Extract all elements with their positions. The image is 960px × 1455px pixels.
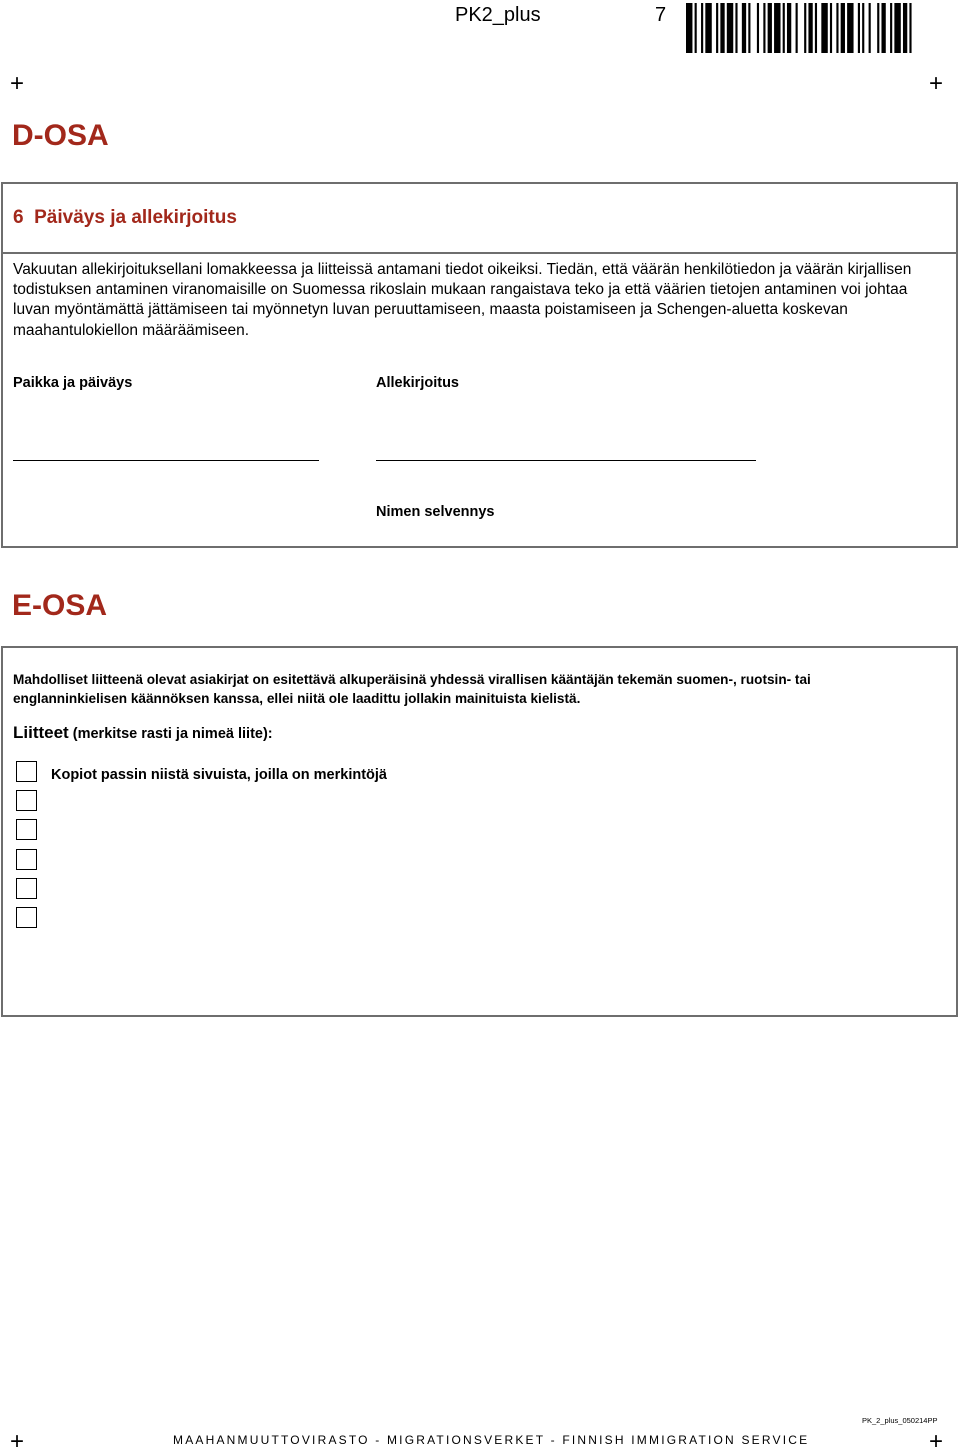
registration-mark-icon: + bbox=[929, 1428, 944, 1455]
barcode-bar bbox=[903, 3, 907, 53]
section-e-title: E-OSA bbox=[12, 589, 108, 622]
barcode-bar bbox=[742, 3, 746, 53]
barcode-bar bbox=[748, 3, 750, 53]
signature-label: Allekirjoitus bbox=[376, 375, 459, 391]
footer-agency: MAAHANMUUTTOVIRASTO - MIGRATIONSVERKET - FINNISH IMMIGRATION SERVICE bbox=[173, 1433, 810, 1447]
name-clarification-label: Nimen selvennys bbox=[376, 504, 495, 520]
barcode-bar bbox=[768, 3, 772, 53]
attachments-panel bbox=[1, 646, 958, 1017]
attachment-checkbox-1[interactable] bbox=[16, 761, 37, 782]
barcode-bar bbox=[909, 3, 911, 53]
barcode-bar bbox=[862, 3, 864, 53]
attachments-title-main: Liitteet bbox=[13, 723, 69, 742]
barcode-bar bbox=[808, 3, 812, 53]
attachments-title bbox=[13, 723, 273, 744]
barcode-bar bbox=[847, 3, 853, 53]
barcode-bar bbox=[877, 3, 879, 53]
signature-line[interactable] bbox=[376, 460, 756, 461]
barcode-bar bbox=[716, 3, 718, 53]
barcode-bar bbox=[695, 3, 697, 53]
subsection-title: 6 Päiväys ja allekirjoitus bbox=[13, 207, 237, 228]
barcode-bar bbox=[804, 3, 806, 53]
barcode-bar bbox=[890, 3, 892, 53]
barcode-bar bbox=[894, 3, 900, 53]
barcode-bar bbox=[830, 3, 832, 53]
attachment-checkbox-2[interactable] bbox=[16, 790, 37, 811]
attachments-info-text: Mahdolliset liitteenä olevat asiakirjat on esitettävä alkuperäisinä yhdessä virallisen kääntäjän tekemän suomen-, ruotsin- tai englanninkielisen käännöksen kanssa, ellei niitä ole laadittu jollakin mainituista kielistä. bbox=[13, 672, 811, 706]
barcode-bar bbox=[686, 3, 692, 53]
declaration-text: Vakuutan allekirjoituksellani lomakkeessa ja liitteissä antamani tiedot oikeiksi. Tiedän, että väärän henkilötiedon ja väärän kirjallisen todistuksen antaminen viranomaisille on Suomessa rikoslain mukaan rangaistava teko ja että väärien tietojen antaminen voi johtaa luvan myöntämättä jättämiseen tai myönnetyn luvan peruuttamiseen, maasta poistamiseen ja Schengen-aluetta koskevan maahantulokiellon määräämiseen. bbox=[13, 261, 912, 339]
place-date-label: Paikka ja päiväys bbox=[13, 375, 133, 391]
registration-mark-icon: + bbox=[10, 1428, 25, 1455]
barcode-bar bbox=[815, 3, 817, 53]
attachment-checkbox-4[interactable] bbox=[16, 849, 37, 870]
place-date-line[interactable] bbox=[13, 460, 319, 461]
barcode-bar bbox=[821, 3, 827, 53]
barcode-bar bbox=[783, 3, 785, 53]
barcode-bar bbox=[841, 3, 845, 53]
barcode-bar bbox=[869, 3, 871, 53]
barcode-bar bbox=[735, 3, 737, 53]
barcode-bar bbox=[701, 3, 703, 53]
signature-panel-header bbox=[3, 184, 956, 254]
barcode-bar bbox=[757, 3, 759, 53]
signature-panel bbox=[1, 182, 958, 548]
barcode-bar bbox=[705, 3, 711, 53]
barcode-bar bbox=[774, 3, 780, 53]
attachment-checkbox-3[interactable] bbox=[16, 819, 37, 840]
document-id: PK_2_plus_050214PP bbox=[862, 1416, 938, 1425]
barcode-bar bbox=[796, 3, 798, 53]
attachments-title-hint: (merkitse rasti ja nimeä liite): bbox=[68, 726, 273, 742]
registration-mark-icon: + bbox=[10, 70, 25, 97]
barcode-icon bbox=[686, 3, 918, 53]
barcode-bar bbox=[836, 3, 838, 53]
attachment-label-1: Kopiot passin niistä sivuista, joilla on merkintöjä bbox=[51, 767, 387, 783]
section-d-title: D-OSA bbox=[12, 119, 109, 152]
barcode-bar bbox=[787, 3, 791, 53]
barcode-bar bbox=[881, 3, 885, 53]
attachment-checkbox-5[interactable] bbox=[16, 878, 37, 899]
registration-mark-icon: + bbox=[929, 70, 944, 97]
barcode-bar bbox=[727, 3, 733, 53]
page-number: 7 bbox=[655, 4, 667, 26]
form-code: PK2_plus bbox=[455, 4, 541, 26]
barcode-bar bbox=[858, 3, 860, 53]
attachment-checkbox-6[interactable] bbox=[16, 907, 37, 928]
barcode-bar bbox=[763, 3, 765, 53]
barcode-bar bbox=[720, 3, 724, 53]
